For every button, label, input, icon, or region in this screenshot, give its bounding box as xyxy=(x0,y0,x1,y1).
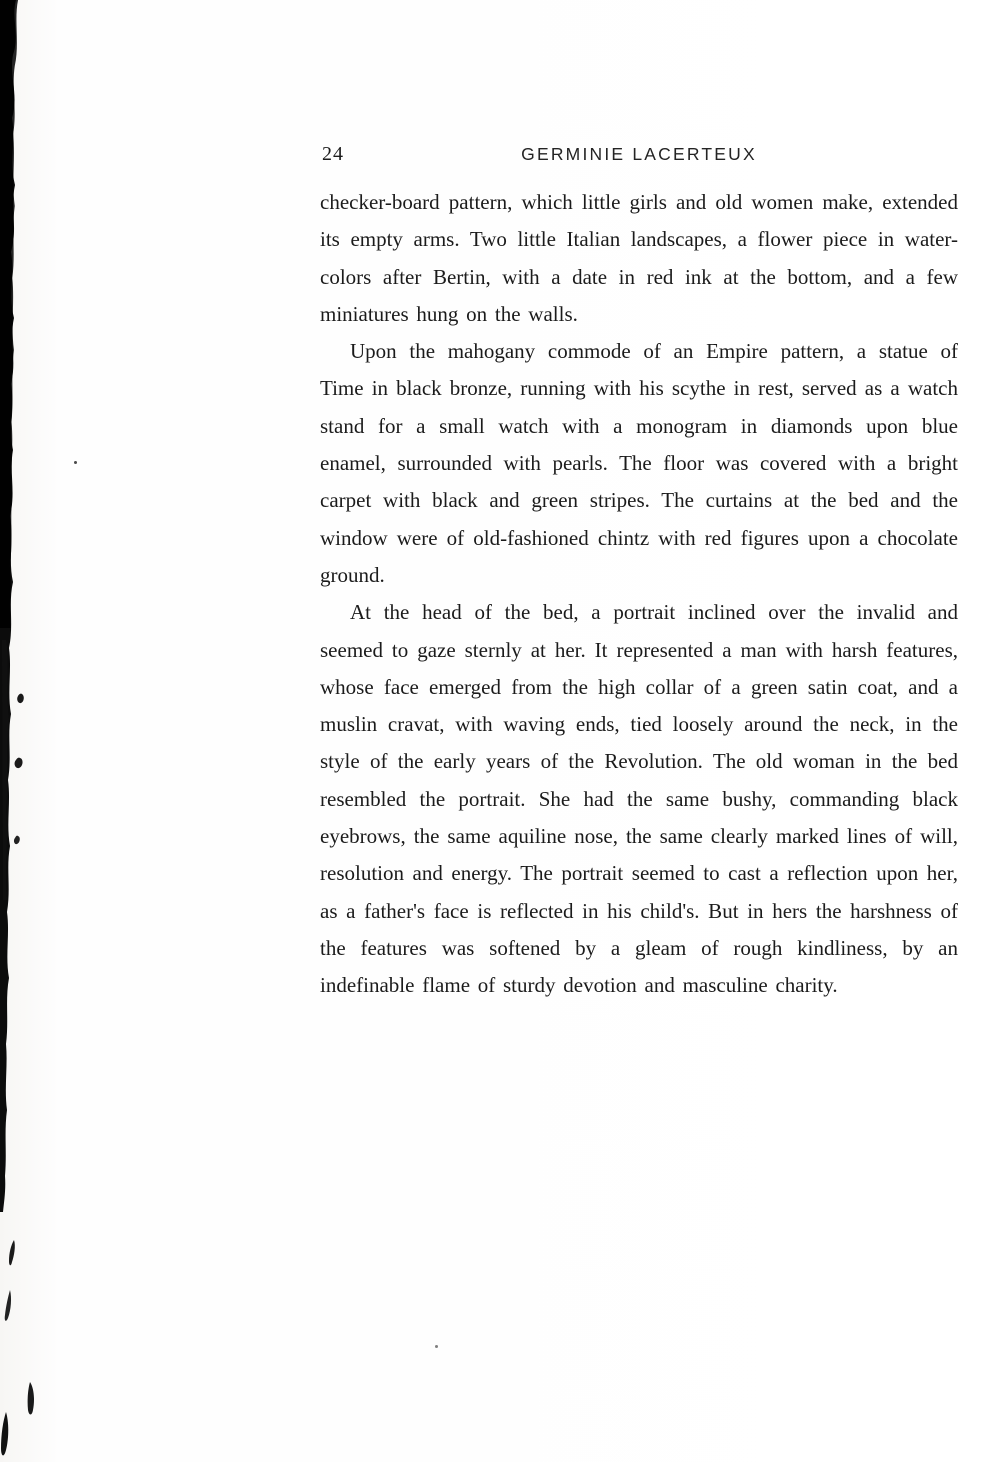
body-text xyxy=(320,184,958,1005)
page-header xyxy=(320,143,958,169)
page-number: 24 xyxy=(322,143,344,165)
paragraph: At the head of the bed, a portrait inclined over the invalid and seemed to gaze sternly at her. It represented a man with harsh features, whose face emerged from the high collar of a green satin coat, and a muslin cravat, with waving ends, tied loosely around the neck, in the style of the early years of the Revolution. The old woman in the bed resembled the portrait. She had the same bushy, commanding black eyebrows, the same aquiline nose, the same clearly marked lines of will, resolution and energy. The portrait seemed to cast a reflection upon her, as a father's face is reflected in his child's. But in hers the harshness of the features was softened by a gleam of rough kindliness, by an indefinable flame of sturdy devotion and masculine charity. xyxy=(320,600,958,998)
running-title: GERMINIE LACERTEUX xyxy=(521,144,757,164)
paper-speck xyxy=(435,1345,438,1348)
paragraph: checker-board pattern, which little girls and old women make, extended its empty arms. Two little Italian landscapes, a flower piece in water-colors after Bertin, with a date in red ink at the bottom, and a few miniatures hung on the walls. xyxy=(320,190,958,326)
paragraph: Upon the mahogany commode of an Empire pattern, a statue of Time in black bronze, running with his scythe in rest, served as a watch stand for a small watch with a monogram in diamonds upon blue enamel, surrounded with pearls. The floor was covered with a bright carpet with black and green stripes. The curtains at the bed and the window were of old-fashioned chintz with red figures upon a chocolate ground. xyxy=(320,339,958,587)
scan-artifact-left xyxy=(0,0,70,1462)
paper-speck xyxy=(74,461,77,464)
